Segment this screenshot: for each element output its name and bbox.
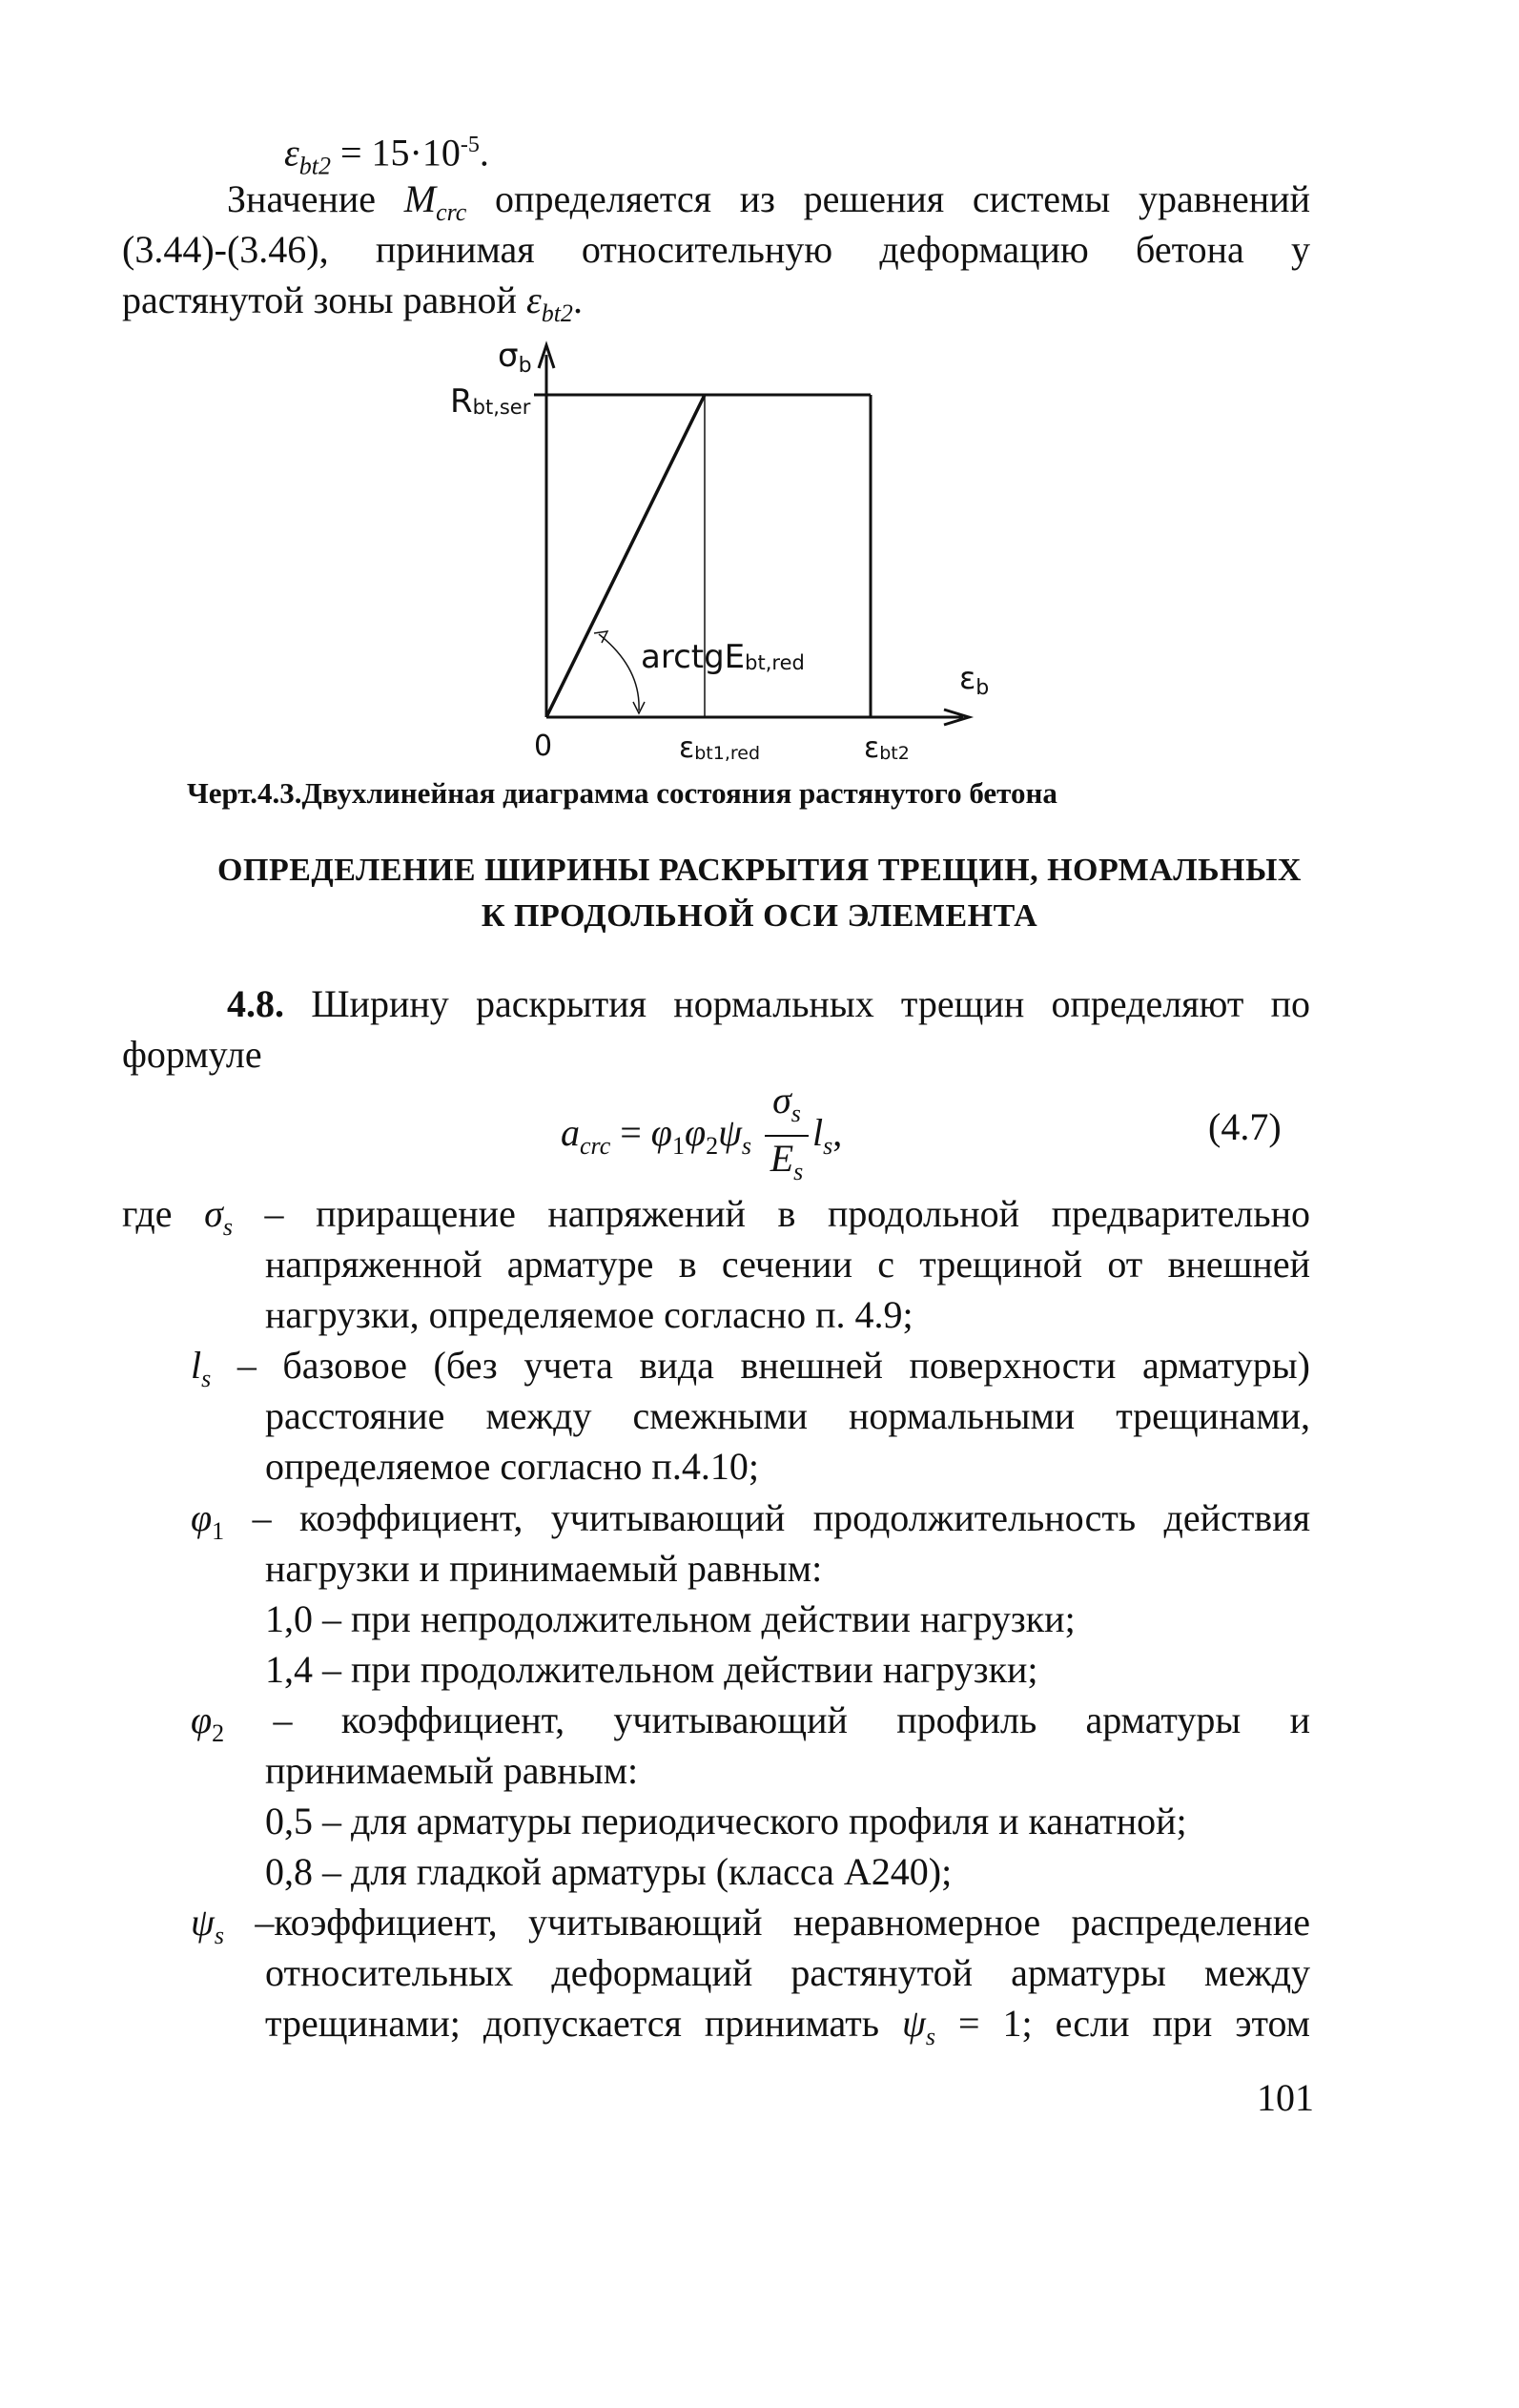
eps-bt2-label: εbt2 [864,731,910,765]
bilinear-diagram [0,0,1519,820]
figure-caption: Черт.4.3.Двухлинейная диаграмма состояния растянутого бетона [187,776,1057,810]
m-symbol: M [403,177,437,220]
def-phi2-line1: $\varphi_2$ – коэффициент, учитывающий профиль арматуры и [191,1698,1310,1747]
y-axis-label: σb [498,337,532,378]
rbt-ser-label: Rbt,ser [450,382,531,421]
exponent: -5 [460,133,480,157]
angle-label: arctgEbt,red [641,638,805,676]
para1-line2: (3.44)-(3.46), принимая относительную деформацию бетона у [122,228,1310,271]
eps-sub: bt2 [298,152,331,180]
def-sigma-line2: напряженной арматуре в сечении с трещиной от внешней [265,1243,1310,1286]
eps-bt1-label: εbt1,red [679,731,761,765]
def-phi1-line2: нагрузки и принимаемый равным: [265,1547,823,1590]
def-sigma-line1: где $\sigma_s$ – приращение напряжений в продольной предварительно [122,1192,1310,1241]
formula-number: (4.7) [1208,1105,1282,1148]
section-heading-line1: ОПРЕДЕЛЕНИЕ ШИРИНЫ РАСКРЫТИЯ ТРЕЩИН, НОРМАЛЬНЫХ [217,853,1302,888]
origin-label: 0 [534,730,553,763]
def-sigma-line3: нагрузки, определяемое согласно п. 4.9; [265,1293,913,1336]
def-phi1-line4: 1,4 – при продолжительном действии нагрузки; [265,1648,1038,1691]
def-ls-line1: $l_s$ – базовое (без учета вида внешней поверхности арматуры) [191,1344,1310,1392]
angle-arc [599,634,639,710]
def-phi2-line2: принимаемый равным: [265,1749,639,1792]
page-number: 101 [1257,2076,1314,2119]
para48-line2: формуле [122,1033,262,1076]
def-phi1-line3: 1,0 – при непродолжительном действии нагрузки; [265,1597,1076,1640]
section-heading-line2: К ПРОДОЛЬНОЙ ОСИ ЭЛЕМЕНТА [481,898,1038,934]
period: . [479,131,489,175]
clause-number: 4.8. [227,982,284,1025]
fraction: $\sigma_s$ $E_s$ [765,1080,809,1194]
eq-value: = 15·10 [331,131,461,175]
x-axis-label: εb [959,660,990,700]
def-ls-line2: расстояние между смежными нормальными трещинами, [265,1394,1310,1437]
para1-line1: Значение $M_{crc}$ определяется из решения системы уравнений [227,177,1310,226]
para48-line1: 4.8. Ширину раскрытия нормальных трещин определяют по [227,982,1310,1025]
def-ls-line3: определяемое согласно п.4.10; [265,1445,759,1488]
eps-symbol: ε [284,131,299,175]
def-psi-line3: трещинами; допускается принимать $\psi_s = 1$; если при этом [265,2002,1310,2050]
def-phi1-line1: $\varphi_1$ – коэффициент, учитывающий продолжительность действия [191,1496,1310,1545]
para1-line3: растянутой зоны равной $\varepsilon_{bt2}$. [122,278,583,327]
def-psi-line2: относительных деформаций растянутой арматуры между [265,1951,1310,1994]
def-phi2-line4: 0,8 – для гладкой арматуры (класса А240); [265,1850,953,1893]
def-phi2-line3: 0,5 – для арматуры периодического профиля и канатной; [265,1800,1187,1842]
def-psi-line1: $\psi_s$ –коэффициент, учитывающий неравномерное распределение [191,1901,1310,1949]
